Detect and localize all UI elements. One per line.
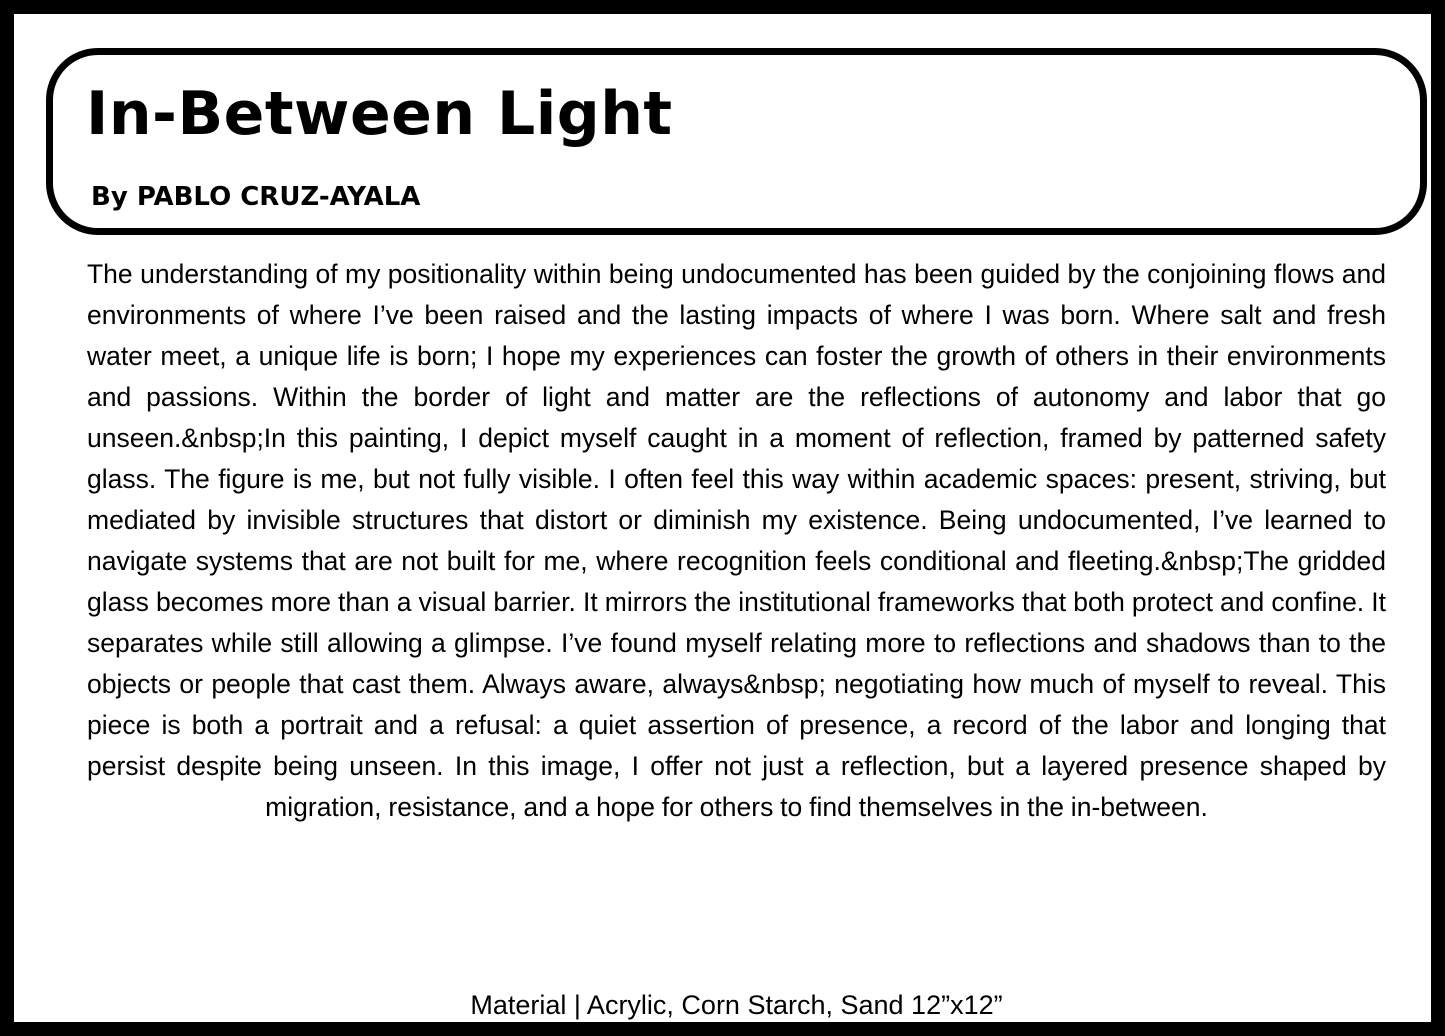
material-info: Material | Acrylic, Corn Starch, Sand 12”x12” xyxy=(470,990,1003,1020)
artwork-title: In-Between Light xyxy=(86,79,673,149)
artist-byline: By PABLO CRUZ-AYALA xyxy=(91,182,421,212)
artist-statement: The understanding of my positionality within being undocumented has been guided by the conjoining flows and environments of where I’ve been raised and the lasting impacts of where I was born. Where salt and fresh water meet, a unique life is born; I hope my experiences can foster the growth of others in their environments and passions. Within the border of light and matter are the reflections of autonomy and labor that go unseen.&nbsp;In this painting, I depict myself caught in a moment of reflection, framed by patterned safety glass. The figure is me, but not fully visible. I often feel this way within academic spaces: present, striving, but mediated by invisible structures that distort or diminish my existence. Being undocumented, I’ve learned to navigate systems that are not built for me, where recognition feels conditional and fleeting.&nbsp;The gridded glass becomes more than a visual barrier. It mirrors the institutional frameworks that both protect and confine. It separates while still allowing a glimpse. I’ve found myself relating more to reflections and shadows than to the objects or people that cast them. Always aware, always&nbsp; negotiating how much of myself to reveal. This piece is both a portrait and a refusal: a quiet assertion of presence, a record of the labor and longing that persist despite being unseen. In this image, I offer not just a reflection, but a layered presence shaped by migration, resistance, and a hope for others to find themselves in the in-between. xyxy=(87,259,1386,822)
